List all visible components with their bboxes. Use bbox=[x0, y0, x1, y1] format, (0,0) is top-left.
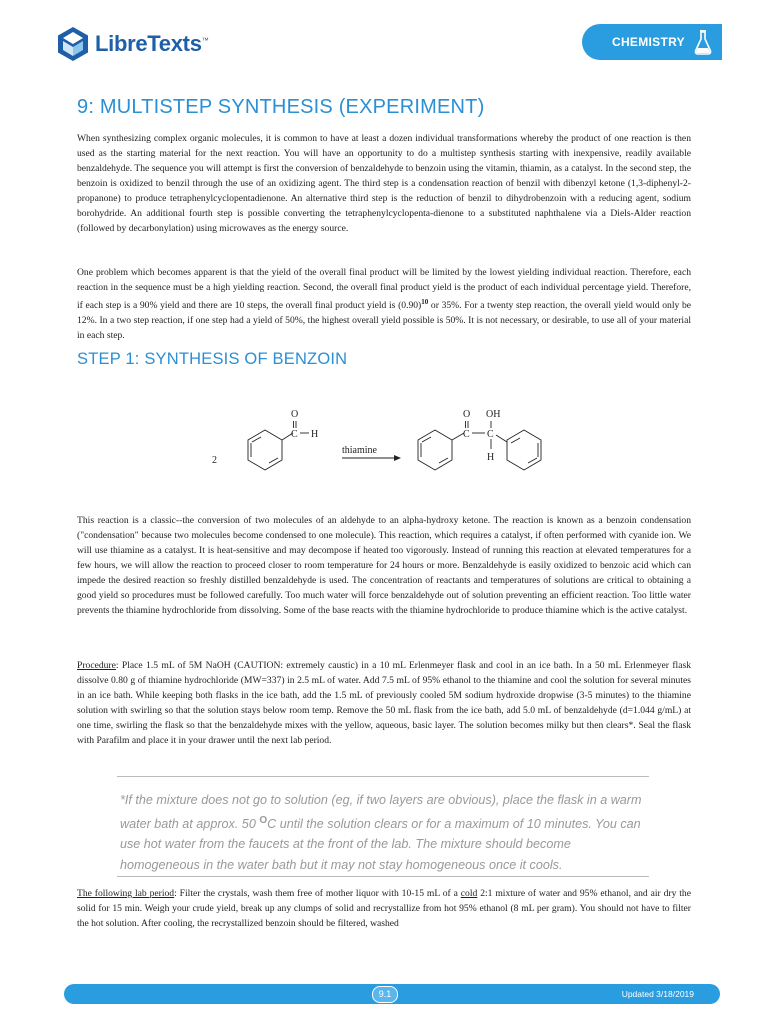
note-top-rule bbox=[117, 776, 649, 777]
product-h: H bbox=[487, 452, 495, 463]
reactant-carbonyl-o: O bbox=[291, 409, 299, 420]
site-header bbox=[0, 0, 768, 88]
yield-exponent: 10 bbox=[421, 298, 429, 306]
procedure-label: Procedure bbox=[77, 660, 116, 671]
section-label[interactable]: CHEMISTRY bbox=[612, 35, 685, 49]
footnote-callout: *If the mixture does not go to solution (eg, if two layers are obvious), place the flask in a warm water bath at approx. 50 $^O$C until the solution clears or for a maximum of 10 minutes. You can use hot water from the faucets at the front of the lab. The mixture should become homogeneous in the water bath but it may not stay homogeneous once it cools. bbox=[120, 793, 642, 872]
product-benzene-ring-right bbox=[507, 430, 541, 470]
reactant-benzene-ring bbox=[248, 430, 282, 470]
benzoin-reaction-scheme bbox=[205, 402, 565, 472]
reaction-description: This reaction is a classic--the conversion of two molecules of an aldehyde to an alpha-hydroxy ketone. The reaction is known as a benzoin condensation ("condensation" because two molecules become condensed to one molecule). This reaction, which requires a catalyst, if often performed with cyanide ion. We will use thiamine as a catalyst. It is heat-sensitive and may decompose if heated too vigorously. Instead of running this reaction at elevated temperatures for a few hours, we will allow the reaction to proceed closer to room temperature for 24 hours or more. Benzaldehyde is easily oxidized to benzoic acid which can impede the desired reaction so freshly distilled benzaldehyde is used. The concentration of reactants and temperatures of solutions are critical to obtaining a good yield so procedures must be followed carefully. Too much water will force benzaldehyde out of solution preventing an efficient reaction. Too little water prevents the thiamine hydrochloride from dissolving. Some of the base reacts with the thiamine hydrochloride to produce thiamine which is the active catalyst. bbox=[77, 515, 691, 616]
page-title: 9: MULTISTEP SYNTHESIS (EXPERIMENT) bbox=[77, 96, 485, 118]
procedure-paragraph: Procedure: Place 1.5 mL of 5M NaOH (CAUTION: extremely caustic) in a 10 mL Erlenmeyer flask and cool in an ice bath. In a 50 mL Erlenmeyer flask dissolve 0.80 g of thiamine hydrochloride (MW=337) in 2.5 mL of water. Add 7.5 mL of 95% ethanol to the thiamine and cool the solution for several minutes in an ice bath. While keeping both flasks in the ice bath, add the 1.5 mL of previously cooled 5M sodium hydroxide dropwise (3-5 minutes) to the thiamine solution with swirling so that the solution stays below room temp. Remove the 50 mL flask from the ice bath, add 5.0 mL of benzaldehyde (d=1.044 g/mL) at one time, swirling the flask so that the benzaldehyde mixes with the yellow, aqueous, basic layer. The solution becomes milky but then clears*. Seal the flask with Parafilm and place it in your drawer until the next lab period. bbox=[77, 660, 691, 746]
next-lab-paragraph: The following lab period: Filter the crystals, wash them free of mother liquor with 10-15 mL of a cold 2:1 mixture of water and 95% ethanol, and air dry the solid for 15 min. Weigh your crude yield, break up any clumps of solid and recrystallize from hot 95% ethanol (8 mL per gram). You should not have to filter the hot solution. After cooling, the recrystallized benzoin should be filtered, washed bbox=[77, 888, 691, 929]
note-bottom-rule-visible bbox=[117, 876, 649, 877]
yield-paragraph: One problem which becomes apparent is that the yield of the overall final product will be limited by the lowest yielding individual reaction. Therefore, each reaction in the sequence must be a high yielding reaction. Second, the overall final product yield is the product of each individual percentage yield. Therefore, if each step is a 90% yield and there are 10 steps, the overall final product yield is $(0.90)^{10}$ or 35%. For a twenty step reaction, the overall yield would only be 12%. In a two step reaction, if one step had a yield of 50%, the highest overall yield possible is 50%. It is not necessary, or desirable, to use all of your material in each step. bbox=[77, 267, 692, 342]
next-lab-label: The following lab period bbox=[77, 888, 175, 899]
product-carbinol-c: C bbox=[487, 429, 494, 440]
step1-heading: STEP 1: SYNTHESIS OF BENZOIN bbox=[77, 350, 348, 368]
reactant-coefficient: 2 bbox=[212, 455, 217, 466]
libretexts-logo[interactable] bbox=[56, 26, 208, 62]
updated-date: Updated 3/18/2019 bbox=[621, 989, 694, 999]
product-benzene-ring-left bbox=[418, 430, 452, 470]
product-carbonyl-o: O bbox=[463, 409, 471, 420]
product-carbonyl-c: C bbox=[463, 429, 470, 440]
product-oh: OH bbox=[486, 409, 501, 420]
cold-emphasis: cold bbox=[460, 888, 478, 899]
reactant-h: H bbox=[311, 429, 319, 440]
flask-icon bbox=[694, 29, 712, 55]
reactant-c: C bbox=[291, 429, 298, 440]
intro-paragraph: When synthesizing complex organic molecules, it is common to have at least a dozen individual transformations whereby the product of one reaction is then used as the starting material for the next reaction. You will have an opportunity to do a multistep synthesis starting with inexpensive, readily available benzaldehyde. The sequence you will attempt is first the conversion of benzaldehyde to benzoin using the vitamin, thiamin, as a catalyst. In the second step, the benzoin is oxidized to benzil through the use of an oxidizing agent. The third step is a condensation reaction of benzil with dibenzyl ketone (1,3-diphenyl-2-propanone) to produce tetraphenylcyclopentadienone. An alternative third step is the reduction of benzil to dihydrobenzoin with a reducing agent, sodium borohydride. An additional fourth step is possible converting the tetraphenylcyclopenta-dienone to a substituted naphthalene via a Diels-Alder reaction (followed by decarbonylation) using microwaves as the energy source. bbox=[77, 133, 691, 234]
libretexts-hex-icon bbox=[56, 26, 90, 62]
catalyst-label: thiamine bbox=[342, 445, 377, 456]
brand-name: LibreTexts™ bbox=[95, 31, 209, 56]
page-number: 9.1 bbox=[372, 986, 398, 1003]
